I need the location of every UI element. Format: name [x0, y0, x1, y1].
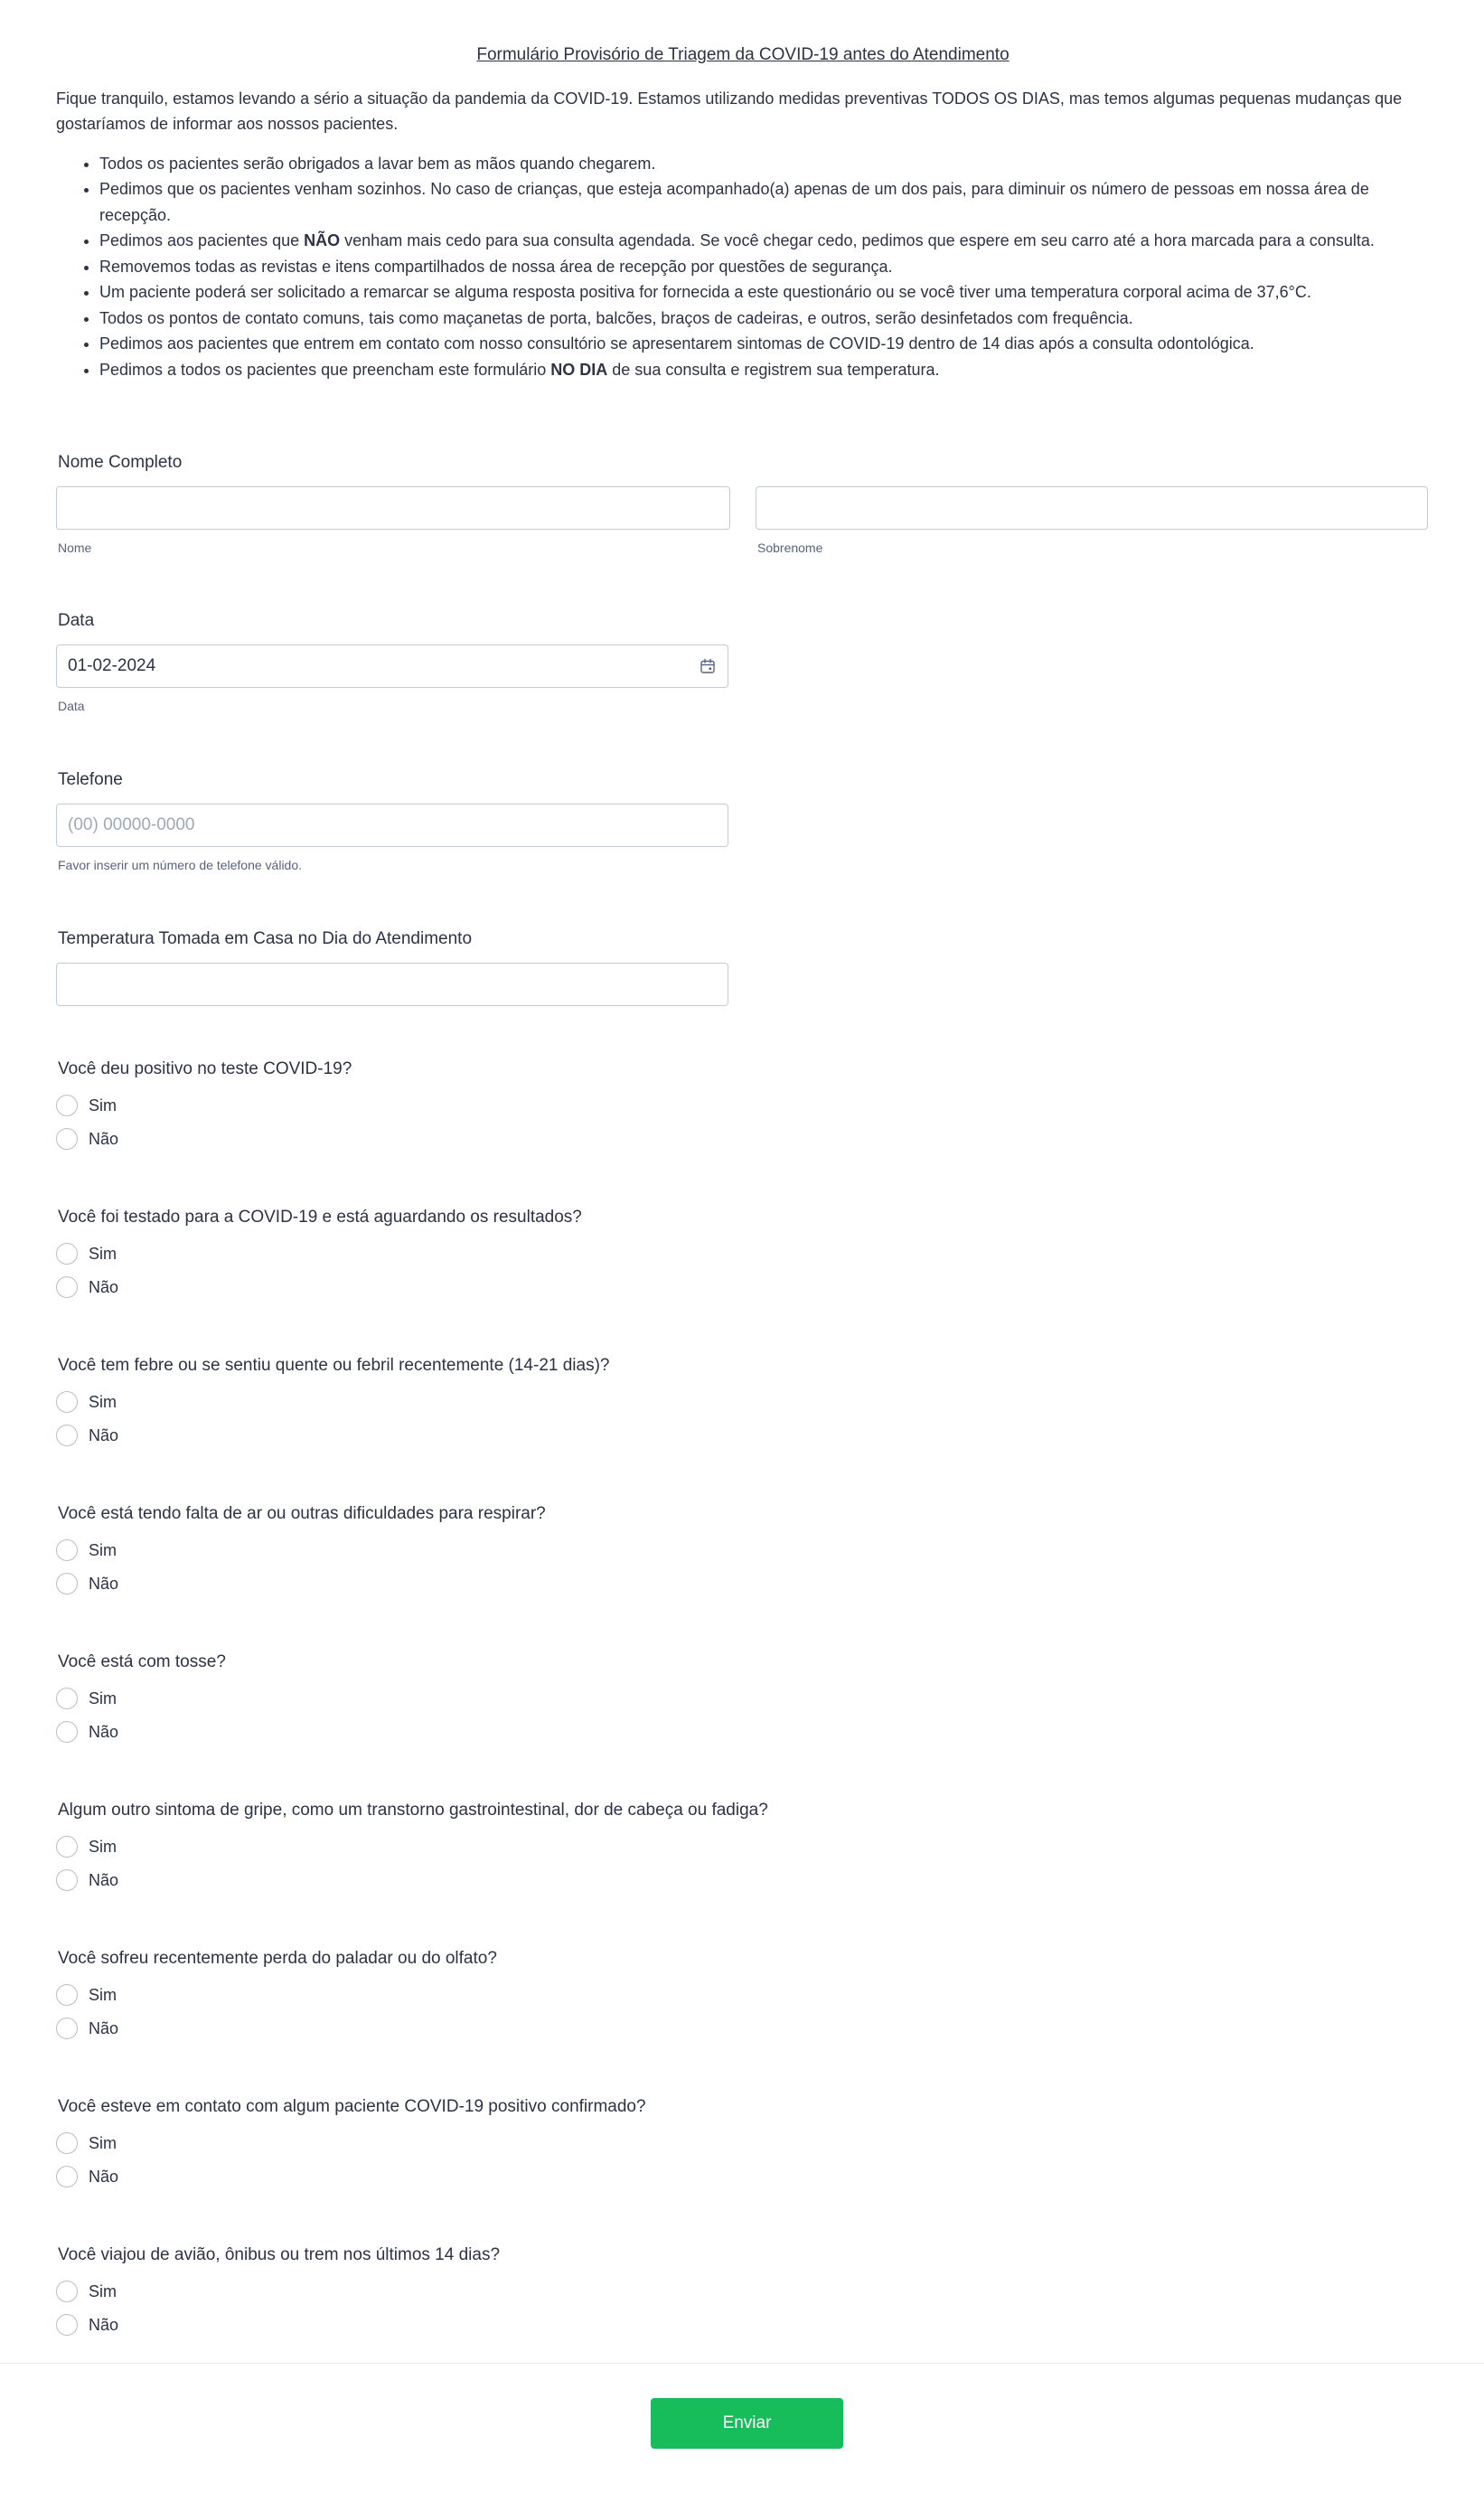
radio-circle[interactable] — [56, 1721, 78, 1743]
radio-label[interactable]: Sim — [89, 1392, 117, 1411]
radio-label[interactable]: Sim — [89, 1244, 117, 1263]
radio-option-no[interactable] — [56, 2164, 646, 2189]
radio-option-yes[interactable] — [56, 1093, 352, 1118]
question-awaiting-results — [56, 1207, 582, 1308]
radio-label[interactable]: Não — [89, 2018, 119, 2037]
phone-field — [56, 769, 728, 872]
question-label: Você esteve em contato com algum paciente COVID-19 positivo confirmado? — [58, 2097, 646, 2116]
calendar-icon[interactable] — [700, 658, 716, 674]
radio-circle[interactable] — [56, 1539, 78, 1561]
radio-circle[interactable] — [56, 2132, 78, 2154]
radio-circle[interactable] — [56, 1391, 78, 1413]
radio-label[interactable]: Não — [89, 1425, 119, 1444]
phone-label: Telefone — [58, 770, 123, 789]
radio-option-yes[interactable] — [56, 2279, 500, 2304]
notice-item: • Removemos todas as revistas e itens compartilhados de nossa área de recepção por questões de segurança. — [99, 254, 1430, 280]
radio-option-no[interactable] — [56, 1867, 768, 1893]
form-title: Formulário Provisório de Triagem da COVID-19 antes do Atendimento — [476, 45, 1010, 64]
radio-option-no[interactable] — [56, 2312, 500, 2338]
notice-list — [56, 151, 1430, 383]
radio-circle[interactable] — [56, 1836, 78, 1858]
radio-label[interactable]: Sim — [89, 1540, 117, 1559]
question-fever — [56, 1355, 610, 1456]
date-sublabel: Data — [58, 699, 85, 713]
radio-label[interactable]: Não — [89, 1277, 119, 1296]
notice-item: • Pedimos a todos os pacientes que preencham este formulário NO DIA de sua consulta e registrem sua temperatura. — [99, 357, 1430, 383]
radio-circle[interactable] — [56, 2281, 78, 2302]
radio-circle[interactable] — [56, 1243, 78, 1265]
radio-label[interactable]: Não — [89, 1722, 119, 1741]
radio-option-yes[interactable] — [56, 1982, 497, 2008]
question-label: Algum outro sintoma de gripe, como um transtorno gastrointestinal, dor de cabeça ou fadiga? — [58, 1801, 768, 1820]
date-input[interactable] — [56, 644, 728, 688]
notice-item: • Pedimos que os pacientes venham sozinhos. No caso de crianças, que esteja acompanhado(a) apenas de um dos pais, para diminuir os número de pessoas em nossa área de recepção. — [99, 176, 1430, 228]
notice-item: • Pedimos aos pacientes que entrem em contato com nosso consultório se apresentarem sintomas de COVID-19 dentro de 14 dias após a consulta odontológica. — [99, 331, 1430, 357]
first-name-input[interactable] — [56, 486, 730, 530]
question-contact — [56, 2096, 646, 2197]
radio-circle[interactable] — [56, 1276, 78, 1298]
radio-option-no[interactable] — [56, 1275, 582, 1300]
last-name-sublabel: Sobrenome — [757, 541, 823, 555]
radio-option-no[interactable] — [56, 1126, 352, 1152]
radio-label[interactable]: Sim — [89, 2133, 117, 2152]
radio-option-yes[interactable] — [56, 1834, 768, 1859]
radio-label[interactable]: Não — [89, 1129, 119, 1148]
notice-item: • Todos os pontos de contato comuns, tais como maçanetas de porta, balcões, braços de cadeiras, e outros, serão desinfetados com frequência. — [99, 306, 1430, 332]
question-label: Você viajou de avião, ônibus ou trem nos últimos 14 dias? — [58, 2245, 501, 2264]
radio-circle[interactable] — [56, 1128, 78, 1150]
temperature-label: Temperatura Tomada em Casa no Dia do Atendimento — [58, 929, 473, 948]
radio-label[interactable]: Sim — [89, 2281, 117, 2300]
full-name-field — [56, 452, 1428, 555]
question-covid-positive — [56, 1058, 352, 1160]
radio-circle[interactable] — [56, 1869, 78, 1891]
temperature-field — [56, 928, 728, 1006]
question-label: Você foi testado para a COVID-19 e está aguardando os resultados? — [58, 1208, 582, 1227]
radio-circle[interactable] — [56, 1688, 78, 1709]
radio-option-yes[interactable] — [56, 2131, 646, 2156]
radio-option-yes[interactable] — [56, 1686, 226, 1711]
radio-option-no[interactable] — [56, 1719, 226, 1745]
radio-option-yes[interactable] — [56, 1389, 610, 1415]
question-label: Você está com tosse? — [58, 1652, 226, 1671]
last-name-input[interactable] — [756, 486, 1428, 530]
notice-item: • Pedimos aos pacientes que NÃO venham mais cedo para sua consulta agendada. Se você chegar cedo, pedimos que espere em seu carro até a hora marcada para a consulta. — [99, 228, 1430, 254]
last-name-col — [756, 486, 1428, 555]
radio-label[interactable]: Não — [89, 1574, 119, 1593]
first-name-sublabel: Nome — [58, 541, 92, 555]
question-label: Você deu positivo no teste COVID-19? — [58, 1059, 352, 1078]
radio-circle[interactable] — [56, 2018, 78, 2039]
phone-sublabel: Favor inserir um número de telefone válido. — [58, 858, 303, 872]
question-cough — [56, 1651, 226, 1753]
radio-option-no[interactable] — [56, 1423, 610, 1448]
full-name-row — [56, 486, 1428, 555]
radio-label[interactable]: Sim — [89, 1837, 117, 1856]
date-field — [56, 610, 728, 713]
radio-circle[interactable] — [56, 2166, 78, 2187]
radio-label[interactable]: Sim — [89, 1096, 117, 1115]
notice-item: • Um paciente poderá ser solicitado a remarcar se alguma resposta positiva for fornecida a este questionário ou se você tiver uma temperatura corporal acima de 37,6°C. — [99, 279, 1430, 306]
radio-option-yes[interactable] — [56, 1538, 546, 1563]
question-travel — [56, 2244, 500, 2346]
radio-circle[interactable] — [56, 1984, 78, 2006]
radio-option-no[interactable] — [56, 2016, 497, 2041]
form-intro — [56, 36, 1430, 382]
radio-circle[interactable] — [56, 1573, 78, 1595]
date-input-wrap — [56, 644, 728, 688]
question-label: Você sofreu recentemente perda do paladar ou do olfato? — [58, 1949, 497, 1968]
radio-label[interactable]: Não — [89, 2167, 119, 2186]
radio-label[interactable]: Não — [89, 1870, 119, 1889]
radio-option-yes[interactable] — [56, 1241, 582, 1266]
question-taste-smell — [56, 1948, 497, 2049]
radio-circle[interactable] — [56, 2314, 78, 2336]
radio-circle[interactable] — [56, 1425, 78, 1446]
phone-input[interactable] — [56, 804, 728, 847]
radio-option-no[interactable] — [56, 1571, 546, 1596]
first-name-col — [56, 486, 730, 555]
question-flu-symptoms — [56, 1800, 768, 1901]
radio-circle[interactable] — [56, 1095, 78, 1116]
notice-item: • Todos os pacientes serão obrigados a lavar bem as mãos quando chegarem. — [99, 151, 1430, 177]
form-footer — [0, 2363, 1484, 2493]
question-label: Você está tendo falta de ar ou outras dificuldades para respirar? — [58, 1504, 546, 1523]
submit-button[interactable]: Enviar — [651, 2398, 843, 2449]
radio-label[interactable]: Sim — [89, 1689, 117, 1707]
question-label: Você tem febre ou se sentiu quente ou febril recentemente (14-21 dias)? — [58, 1356, 610, 1375]
intro-paragraph: Fique tranquilo, estamos levando a sério a situação da pandemia da COVID-19. Estamos utilizando medidas preventivas TODOS OS DIAS, mas temos algumas pequenas mudanças que gostaríamos de informar aos nossos pacientes. — [56, 89, 1403, 133]
date-label: Data — [58, 611, 95, 630]
radio-label[interactable]: Sim — [89, 1985, 117, 2004]
radio-label[interactable]: Não — [89, 2315, 119, 2334]
question-breathing — [56, 1503, 546, 1604]
temperature-input[interactable] — [56, 963, 728, 1006]
full-name-label: Nome Completo — [58, 453, 183, 472]
